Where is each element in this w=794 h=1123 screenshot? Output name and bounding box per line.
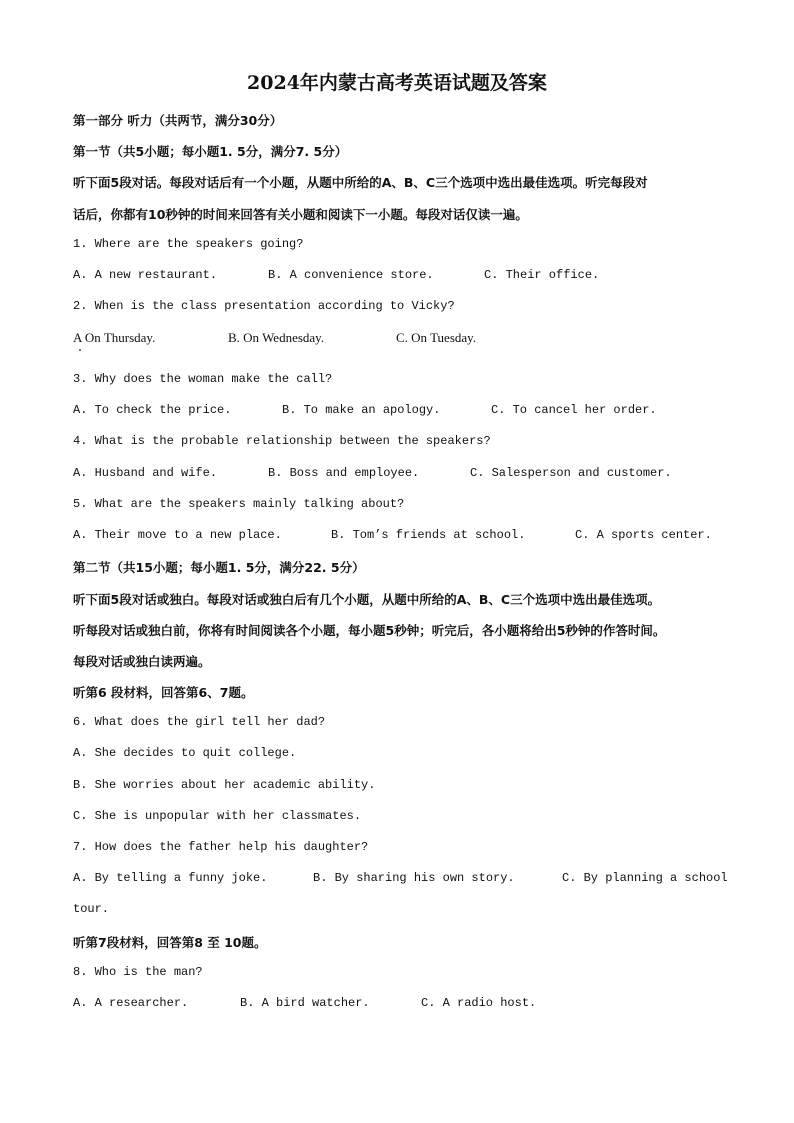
- section2-instructions-line1: 听下面5段对话或独白。每段对话或独白后有几个小题，从题中所给的A、B、C三个选项中选出最佳选项。: [73, 592, 661, 607]
- q5-option-b: B. Tom’s friends at school.: [331, 528, 526, 542]
- q1-option-a: A. A new restaurant.: [73, 268, 218, 282]
- q2-option-c: C. On Tuesday.: [396, 330, 477, 345]
- q3-option-a: A. To check the price.: [73, 403, 232, 417]
- question-1: 1. Where are the speakers going?: [73, 237, 304, 251]
- section1-instructions-line2: 话后，你都有10秒钟的时间来回答有关小题和阅读下一小题。每段对话仅读一遍。: [73, 207, 528, 222]
- question-3: 3. Why does the woman make the call?: [73, 372, 333, 386]
- q8-option-a: A. A researcher.: [73, 996, 189, 1010]
- q8-option-c: C. A radio host.: [421, 996, 537, 1010]
- q4-option-a: A. Husband and wife.: [73, 466, 218, 480]
- q2-option-b: B. On Wednesday.: [228, 330, 325, 345]
- q7-option-a: A. By telling a funny joke.: [73, 871, 268, 885]
- question-4: 4. What is the probable relationship between the speakers?: [73, 434, 491, 448]
- page-title: 2024年内蒙古高考英语试题及答案: [247, 72, 547, 94]
- q7-option-b: B. By sharing his own story.: [313, 871, 515, 885]
- q7-option-c: C. By planning a school: [562, 871, 728, 885]
- q4-option-c: C. Salesperson and customer.: [470, 466, 672, 480]
- question-6: 6. What does the girl tell her dad?: [73, 715, 326, 729]
- q5-option-a: A. Their move to a new place.: [73, 528, 282, 542]
- q6-option-a: A. She decides to quit college.: [73, 746, 297, 760]
- material-7-heading: 听第7段材料，回答第8 至 10题。: [73, 935, 267, 950]
- q3-option-c: C. To cancel her order.: [491, 403, 657, 417]
- q3-option-b: B. To make an apology.: [282, 403, 441, 417]
- question-7: 7. How does the father help his daughter?: [73, 840, 369, 854]
- question-2: 2. When is the class presentation according to Vicky?: [73, 299, 455, 313]
- part1-heading: 第一部分 听力（共两节，满分30分）: [73, 113, 283, 128]
- question-5: 5. What are the speakers mainly talking about?: [73, 497, 405, 511]
- q4-option-b: B. Boss and employee.: [268, 466, 420, 480]
- section1-instructions-line1: 听下面5段对话。每段对话后有一个小题，从题中所给的A、B、C三个选项中选出最佳选项。听完每段对: [73, 175, 648, 190]
- q8-option-b: B. A bird watcher.: [240, 996, 370, 1010]
- q7-option-c-continued: tour.: [73, 902, 110, 916]
- section1-heading: 第一节（共5小题；每小题1. 5分，满分7. 5分）: [73, 144, 348, 159]
- q2-option-a: A On Thursday.: [73, 330, 156, 345]
- material-6-heading: 听第6 段材料，回答第6、7题。: [73, 685, 254, 700]
- q6-option-c: C. She is unpopular with her classmates.: [73, 809, 362, 823]
- section2-instructions-line2: 听每段对话或独白前，你将有时间阅读各个小题，每小题5秒钟；听完后，各小题将给出5秒钟的作答时间。: [73, 623, 666, 638]
- q6-option-b: B. She worries about her academic ability.: [73, 778, 376, 792]
- question-8: 8. Who is the man?: [73, 965, 203, 979]
- section2-instructions-line3: 每段对话或独白读两遍。: [73, 654, 211, 669]
- q1-option-b: B. A convenience store.: [268, 268, 434, 282]
- q5-option-c: C. A sports center.: [575, 528, 712, 542]
- q1-option-c: C. Their office.: [484, 268, 600, 282]
- section2-heading: 第二节（共15小题；每小题1. 5分，满分22. 5分）: [73, 560, 365, 575]
- stray-mark: [79, 349, 81, 351]
